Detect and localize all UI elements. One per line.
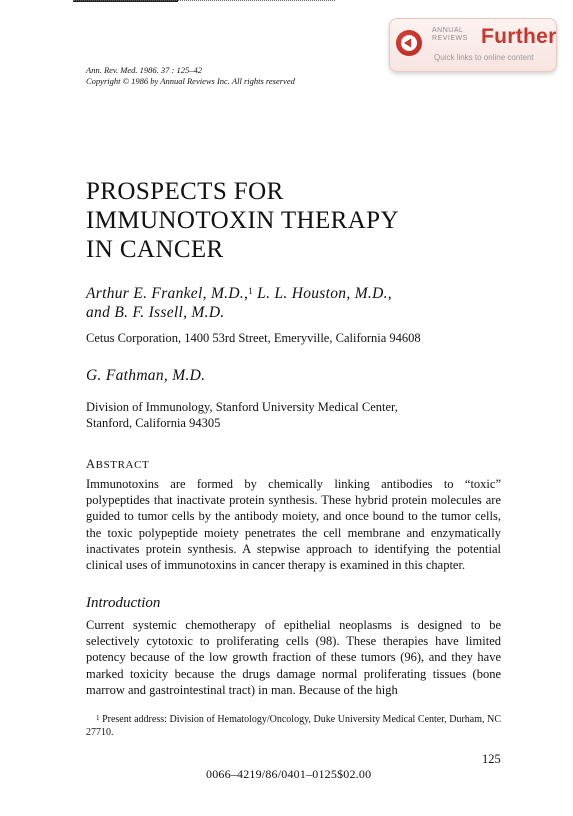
journal-citation-block — [86, 65, 295, 87]
copyright-line: Copyright © 1986 by Annual Reviews Inc. All rights reserved — [86, 76, 295, 86]
publisher-name: ANNUAL REVIEWS — [432, 27, 468, 42]
title-line: PROSPECTS FOR — [86, 178, 284, 205]
article-code: 0066–4219/86/0401–0125$02.00 — [206, 767, 372, 781]
footnote-marker: 1 — [248, 286, 253, 296]
author-name: L. L. Houston, M.D., — [253, 285, 392, 302]
page-number: 125 — [482, 752, 501, 766]
title-line: IMMUNOTOXIN THERAPY — [86, 207, 399, 234]
affiliation: Cetus Corporation, 1400 53rd Street, Emeryville, California 94608 — [86, 331, 421, 345]
arrow-left-circle-icon — [396, 30, 422, 56]
author-name: and B. F. Issell, M.D. — [86, 304, 225, 321]
footnote: $^1$ Present address: Division of Hematology/Oncology, Duke University Medical Center, Durham, NC 27710. — [86, 714, 501, 738]
further-brand: Further — [481, 25, 557, 48]
title-line: IN CANCER — [86, 236, 224, 263]
author-name: Arthur E. Frankel, M.D., — [86, 285, 249, 302]
section-heading: Introduction — [86, 595, 161, 611]
top-dotted-rule — [73, 0, 335, 1]
abstract-text: Immunotoxins are formed by chemically linking antibodies to “toxic” polypeptides that inactivate protein synthesis. These hybrid protein molecules are guided to tumor cells by the antibody moiety, and once bound to the tumor cells, the toxic polypeptide moiety penetrates the cell membrane and enzymatically inactivates protein synthesis. A stepwise approach to identifying the potential clinical uses of immunotoxins in cancer therapy is examined in this chapter. — [86, 477, 501, 573]
affiliation: Division of Immunology, Stanford University Medical Center, Stanford, California 94305 — [86, 400, 398, 430]
annual-reviews-further-badge[interactable] — [389, 18, 557, 72]
author-name: G. Fathman, M.D. — [86, 367, 206, 384]
author-list — [86, 284, 392, 322]
body-text: Current systemic chemotherapy of epithelial neoplasms is designed to be selectively cytotoxic to proliferating cells (98). These therapies have limited potency because of the low growth fraction of these tumors (96), and they have marked toxicity because the drugs damage normal proliferating tissues (bone marrow and gastrointestinal tract) in man. Because of the high — [86, 618, 501, 697]
journal-citation: Ann. Rev. Med. 1986. 37 : 125–42 — [86, 65, 202, 75]
badge-subtitle: Quick links to online content — [434, 53, 534, 62]
article-title — [86, 177, 399, 264]
abstract-heading: ABSTRACT — [86, 457, 150, 471]
